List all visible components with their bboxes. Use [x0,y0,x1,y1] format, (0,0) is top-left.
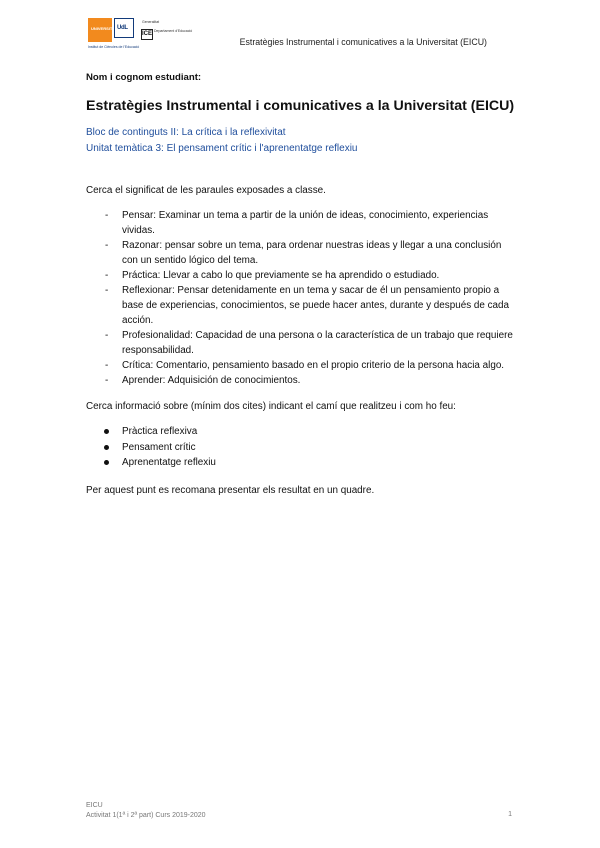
topic-text: Aprenentatge reflexiu [122,457,216,468]
list-item [86,373,518,388]
topic-text: Pensament crític [122,441,196,453]
document-body [86,72,518,498]
definition-text: Profesionalidad: Capacidad de una persona o la característica de un trabajo que requiere responsabilidad. [122,330,513,356]
footer-course-code: EICU [86,802,103,809]
dash-marker: - [105,240,109,251]
running-header-title: Estratègies Instrumental i comunicatives a la Universitat (EICU) [239,37,487,47]
definition-text: Práctica: Llevar a cabo lo que previamente se ha aprendido o estudiado. [122,270,440,281]
university-logo [88,18,118,42]
list-item [86,208,518,238]
institute-logo-caption: Institut de Ciències de l'Educació [88,45,140,49]
list-item [86,358,518,373]
ice-logo-top-text: Generalitat [142,20,160,24]
search-instruction: Cerca informació sobre (mínim dos cites) indicant el camí que realitzeu i com ho feu: [86,401,456,412]
list-item [86,440,518,456]
bullet-icon [104,429,109,434]
final-note: Per aquest punt es recomana presentar els resultat en un quadre. [86,484,375,496]
intro-instruction: Cerca el significat de les paraules exposades a classe. [86,185,326,196]
topic-text: Pràctica reflexiva [122,426,198,437]
definitions-list [86,208,518,388]
page-footer [86,801,206,821]
list-item [86,328,518,358]
ice-logo-side-text: Departament d'Educació [154,29,193,33]
dash-marker: - [105,270,109,281]
definition-text: Aprender: Adquisición de conocimientos. [122,375,301,386]
thematic-unit-heading: Unitat temàtica 3: El pensament crític i l'aprenentatge reflexiu [86,143,358,154]
bullet-icon [104,460,109,465]
definition-text: Crítica: Comentario, pensamiento basado en el propio criterio de la persona hacia algo. [122,360,505,371]
dash-marker: - [105,210,109,221]
definition-text: Razonar: pensar sobre un tema, para ordenar nuestras ideas y llegar a una conclusión con un sentido lógico del tema. [122,240,502,266]
list-item [86,424,518,440]
udl-logo-text: UdL [117,25,128,31]
dash-marker: - [105,285,109,296]
definition-text: Pensar: Examinar un tema a partir de la unión de ideas, conocimiento, experiencias vividas. [122,210,489,236]
dash-marker: - [105,330,109,341]
ice-logo [140,18,193,48]
footer-activity-info: Activitat 1(1ª i 2ª part) Curs 2019-2020 [86,812,206,819]
udl-logo [114,18,134,38]
student-name-label: Nom i cognom estudiant: [86,72,202,83]
page-title: Estratègies Instrumental i comunicatives a la Universitat (EICU) [86,98,515,114]
topics-list [86,424,518,471]
list-item [86,283,518,328]
dash-marker: - [105,375,109,386]
ice-logo-mark: ICE [141,29,153,40]
bullet-icon [104,445,109,450]
page-number: 1 [508,811,512,818]
list-item [86,238,518,268]
list-item [86,455,518,471]
content-block-heading: Bloc de continguts II: La crítica i la reflexivitat [86,127,286,138]
list-item [86,268,518,283]
university-logo-text: UNIVERSITAT [91,26,118,31]
definition-text: Reflexionar: Pensar detenidamente en un tema y sacar de él un pensamiento propio a base de experiencias, conocimientos, se puede hacer antes, durante y después de cada acción. [122,285,510,326]
dash-marker: - [105,360,109,371]
